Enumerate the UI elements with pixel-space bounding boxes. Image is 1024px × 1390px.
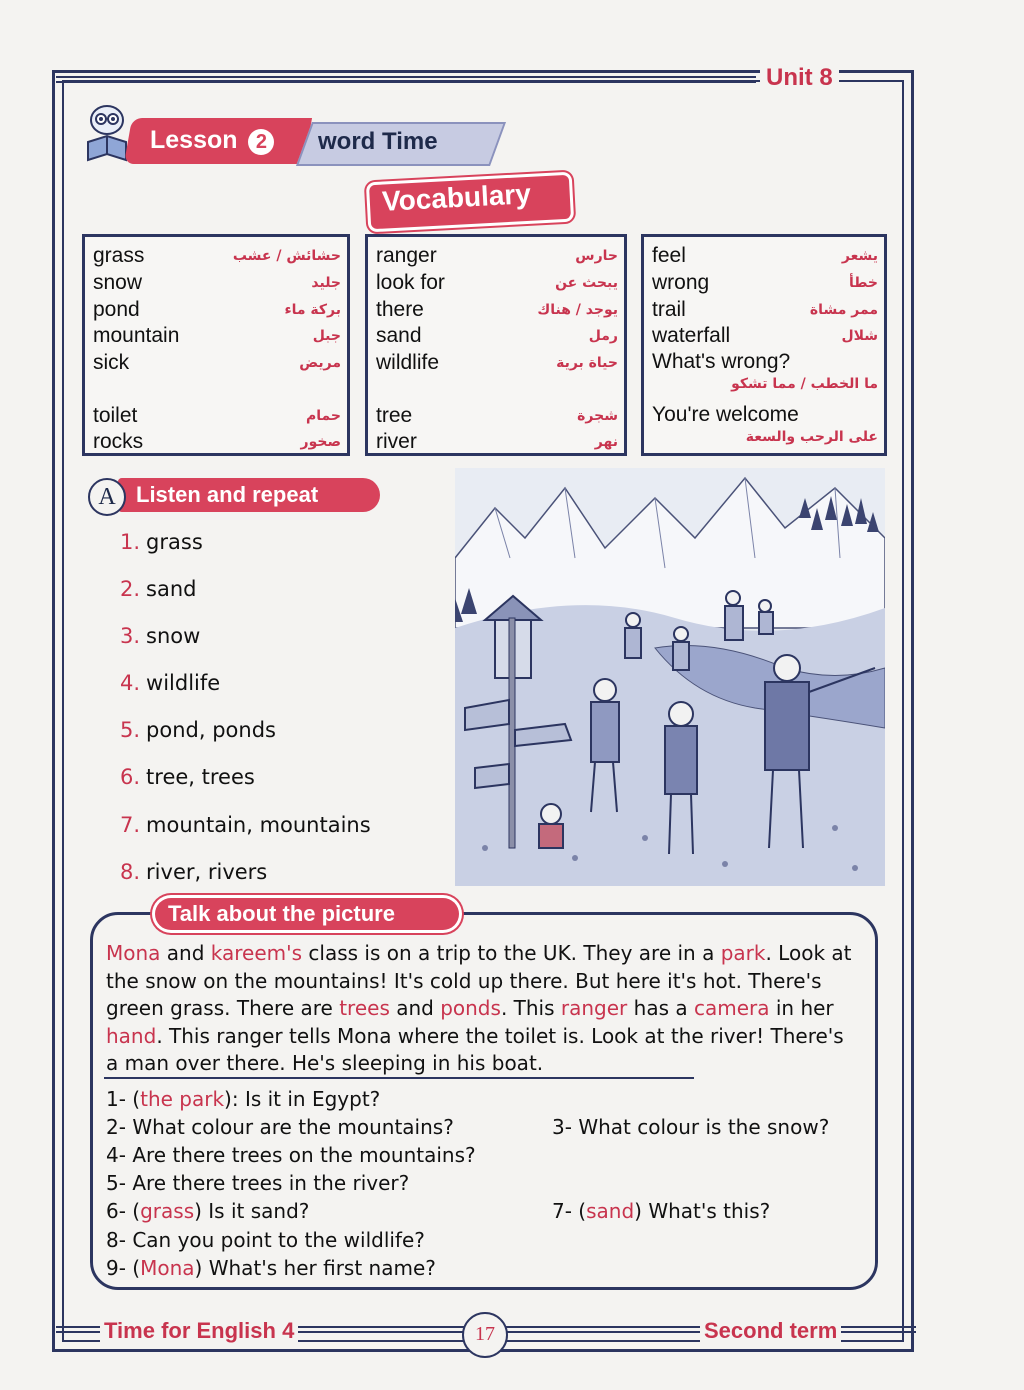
item-text: wildlife [146,671,221,695]
park-illustration [455,468,885,886]
vocab-word: snow [93,271,143,294]
vocab-row [652,323,878,349]
vocab-translation: حمام [306,408,341,424]
vocab-row [93,350,341,376]
item-text: mountain, mountains [146,813,371,837]
q-number: 8- [106,1228,133,1252]
paragraph-text: . Look at the [106,941,852,993]
paragraph-text: class is on a trip to the UK. They are in a [302,941,721,965]
vocab-row [93,243,341,269]
item-number: 3. [120,624,141,648]
vocab-word: wildlife [376,351,440,374]
vocab-translation: نهر [594,434,618,450]
top-rule [56,76,756,83]
vocab-translation: يشعر [841,248,878,264]
q-highlight: Mona [140,1256,195,1280]
vocabulary-box-1 [82,234,350,456]
q-number: 4- [106,1143,133,1167]
section-a-letter: A [88,478,126,516]
paragraph-text: mountains [273,968,380,993]
q-highlight: sand [586,1199,635,1223]
paragraph-text: . There are [224,996,340,1020]
question-4 [106,1143,476,1167]
vocab-word: river [376,430,417,453]
lesson-number: 2 [248,129,274,155]
lesson-label-text: Lesson [150,126,238,154]
vocab-word: You're welcome [652,403,799,426]
list-item [120,765,255,789]
item-text: sand [146,577,197,601]
page-number: 17 [462,1312,508,1358]
paragraph-text: . This ranger tells Mona where the toilet is. Look at the river! There's a man over there. He's sleeping in his boat. [106,1023,844,1075]
talk-title: Talk about the picture [168,901,395,926]
vocab-translation: شلال [841,328,878,344]
q-number: 9- ( [106,1256,141,1280]
q-number: 6- ( [106,1199,141,1223]
vocab-row [93,429,341,455]
paragraph-text: and [160,941,211,965]
vocab-row [376,350,618,376]
vocab-translation: جبل [312,328,341,344]
vocab-row [652,243,878,269]
q-number: 7- ( [552,1199,587,1223]
unit-title: Unit 8 [760,64,839,92]
lesson-label [150,126,274,155]
story-paragraph [106,940,862,1078]
vocab-translation: خطأ [849,275,878,291]
highlighted-word: kareem's [210,941,303,965]
vocab-row [93,323,341,349]
vocab-row [652,403,878,445]
highlighted-word: ranger [560,996,628,1020]
vocab-translation: يبحث عن [555,275,618,291]
question-9 [106,1256,436,1280]
question-7 [552,1199,770,1223]
vocab-word: What's wrong? [652,350,791,373]
vocab-row [93,403,341,429]
item-number: 5. [120,718,141,742]
q-number: 2- [106,1115,133,1139]
question-5 [106,1171,409,1195]
vocab-row [376,297,618,323]
footer-book-title: Time for English 4 [100,1318,298,1344]
item-text: grass [146,530,203,554]
q-text: ) Is it sand? [194,1199,310,1223]
vocab-translation: ما الخطب / مما تشكو [731,376,878,392]
list-item [120,718,276,742]
item-number: 1. [120,530,141,554]
footer-term: Second term [700,1318,841,1344]
q-text: ) What's her first name? [194,1256,436,1280]
vocab-translation: جليد [311,275,341,291]
list-item [120,671,220,695]
q-text: What colour are the mountains? [132,1115,454,1139]
paragraph-text: on the [196,968,274,993]
vocab-row [93,270,341,296]
q-text: Are there trees in the river? [132,1171,410,1195]
vocab-word: there [376,298,424,321]
section-a-title: Listen and repeat [136,482,319,507]
vocab-word: feel [652,244,686,267]
vocab-translation: حياة برية [556,355,618,371]
lesson-title: word Time [318,128,438,155]
vocab-word: wrong [652,271,710,294]
vocab-translation: على الرحب والسعة [745,429,878,445]
vocab-translation: بركة ماء [284,302,341,318]
vocab-translation: صخور [300,434,341,450]
item-text: tree, trees [146,765,255,789]
q-text: ): Is it in Egypt? [224,1087,381,1111]
vocab-translation: ممر مشاة [809,302,878,318]
vocab-translation: مريض [299,355,341,371]
paragraph-text: and [389,996,441,1020]
vocab-word: ranger [376,244,437,267]
list-item [120,530,203,554]
highlighted-word: park [720,941,766,965]
q-text: Can you point to the wildlife? [132,1228,425,1252]
highlighted-word: ponds [440,996,501,1020]
list-item [120,624,200,648]
q-number: 5- [106,1171,133,1195]
list-item [120,860,267,884]
vocab-word: rocks [93,430,144,453]
vocab-row [376,270,618,296]
vocab-word: mountain [93,324,180,347]
item-number: 2. [120,577,141,601]
item-number: 8. [120,860,141,884]
question-1 [106,1087,380,1111]
paragraph-text: snow [145,968,197,993]
vocab-word: look for [376,271,445,294]
item-number: 6. [120,765,141,789]
q-highlight: the park [140,1087,225,1111]
vocab-translation: شجرة [577,408,618,424]
vocab-row [376,403,618,429]
q-number: 1- ( [106,1087,141,1111]
vocab-word: sick [93,351,130,374]
vocab-word: grass [93,244,145,267]
vocab-translation: رمل [588,328,618,344]
highlighted-word: camera [693,996,770,1020]
question-3 [552,1115,829,1139]
paragraph-text: ! It's cold up there. But here it's hot. There's green [106,968,822,1020]
vocab-translation: حارس [575,248,618,264]
vocab-row [376,323,618,349]
paragraph-text: grass [170,996,225,1020]
highlighted-word: Mona [106,941,161,965]
question-8 [106,1228,425,1252]
question-divider [104,1077,694,1079]
item-text: river, rivers [146,860,268,884]
vocab-row [376,429,618,455]
question-6 [106,1199,309,1223]
paragraph-text: has a [627,996,694,1020]
q-number: 3- [552,1115,579,1139]
vocabulary-box-3 [641,234,887,456]
vocabulary-box-2 [365,234,627,456]
vocab-row [652,297,878,323]
vocab-word: trail [652,298,686,321]
q-highlight: grass [140,1199,195,1223]
item-text: snow [146,624,201,648]
q-text: ) What's this? [634,1199,771,1223]
vocab-row [652,350,878,392]
vocab-row [652,270,878,296]
highlighted-word: hand [106,1023,157,1048]
vocab-row [376,243,618,269]
list-item [120,813,371,837]
paragraph-text: in her [769,996,834,1020]
vocab-word: waterfall [652,324,731,347]
item-number: 4. [120,671,141,695]
vocab-translation: حشائش / عشب [232,248,341,264]
item-text: pond, ponds [146,718,276,742]
question-2 [106,1115,454,1139]
q-text: What colour is the snow? [578,1115,830,1139]
vocab-word: pond [93,298,140,321]
vocab-translation: يوجد / هناك [537,302,618,318]
vocab-word: toilet [93,404,138,427]
vocabulary-title: Vocabulary [381,178,532,217]
highlighted-word: trees [339,996,390,1020]
q-text: Are there trees on the mountains? [132,1143,476,1167]
vocab-word: sand [376,324,422,347]
vocab-word: tree [376,404,413,427]
list-item [120,577,197,601]
item-number: 7. [120,813,141,837]
vocab-row [93,297,341,323]
paragraph-text: . This [500,996,561,1020]
